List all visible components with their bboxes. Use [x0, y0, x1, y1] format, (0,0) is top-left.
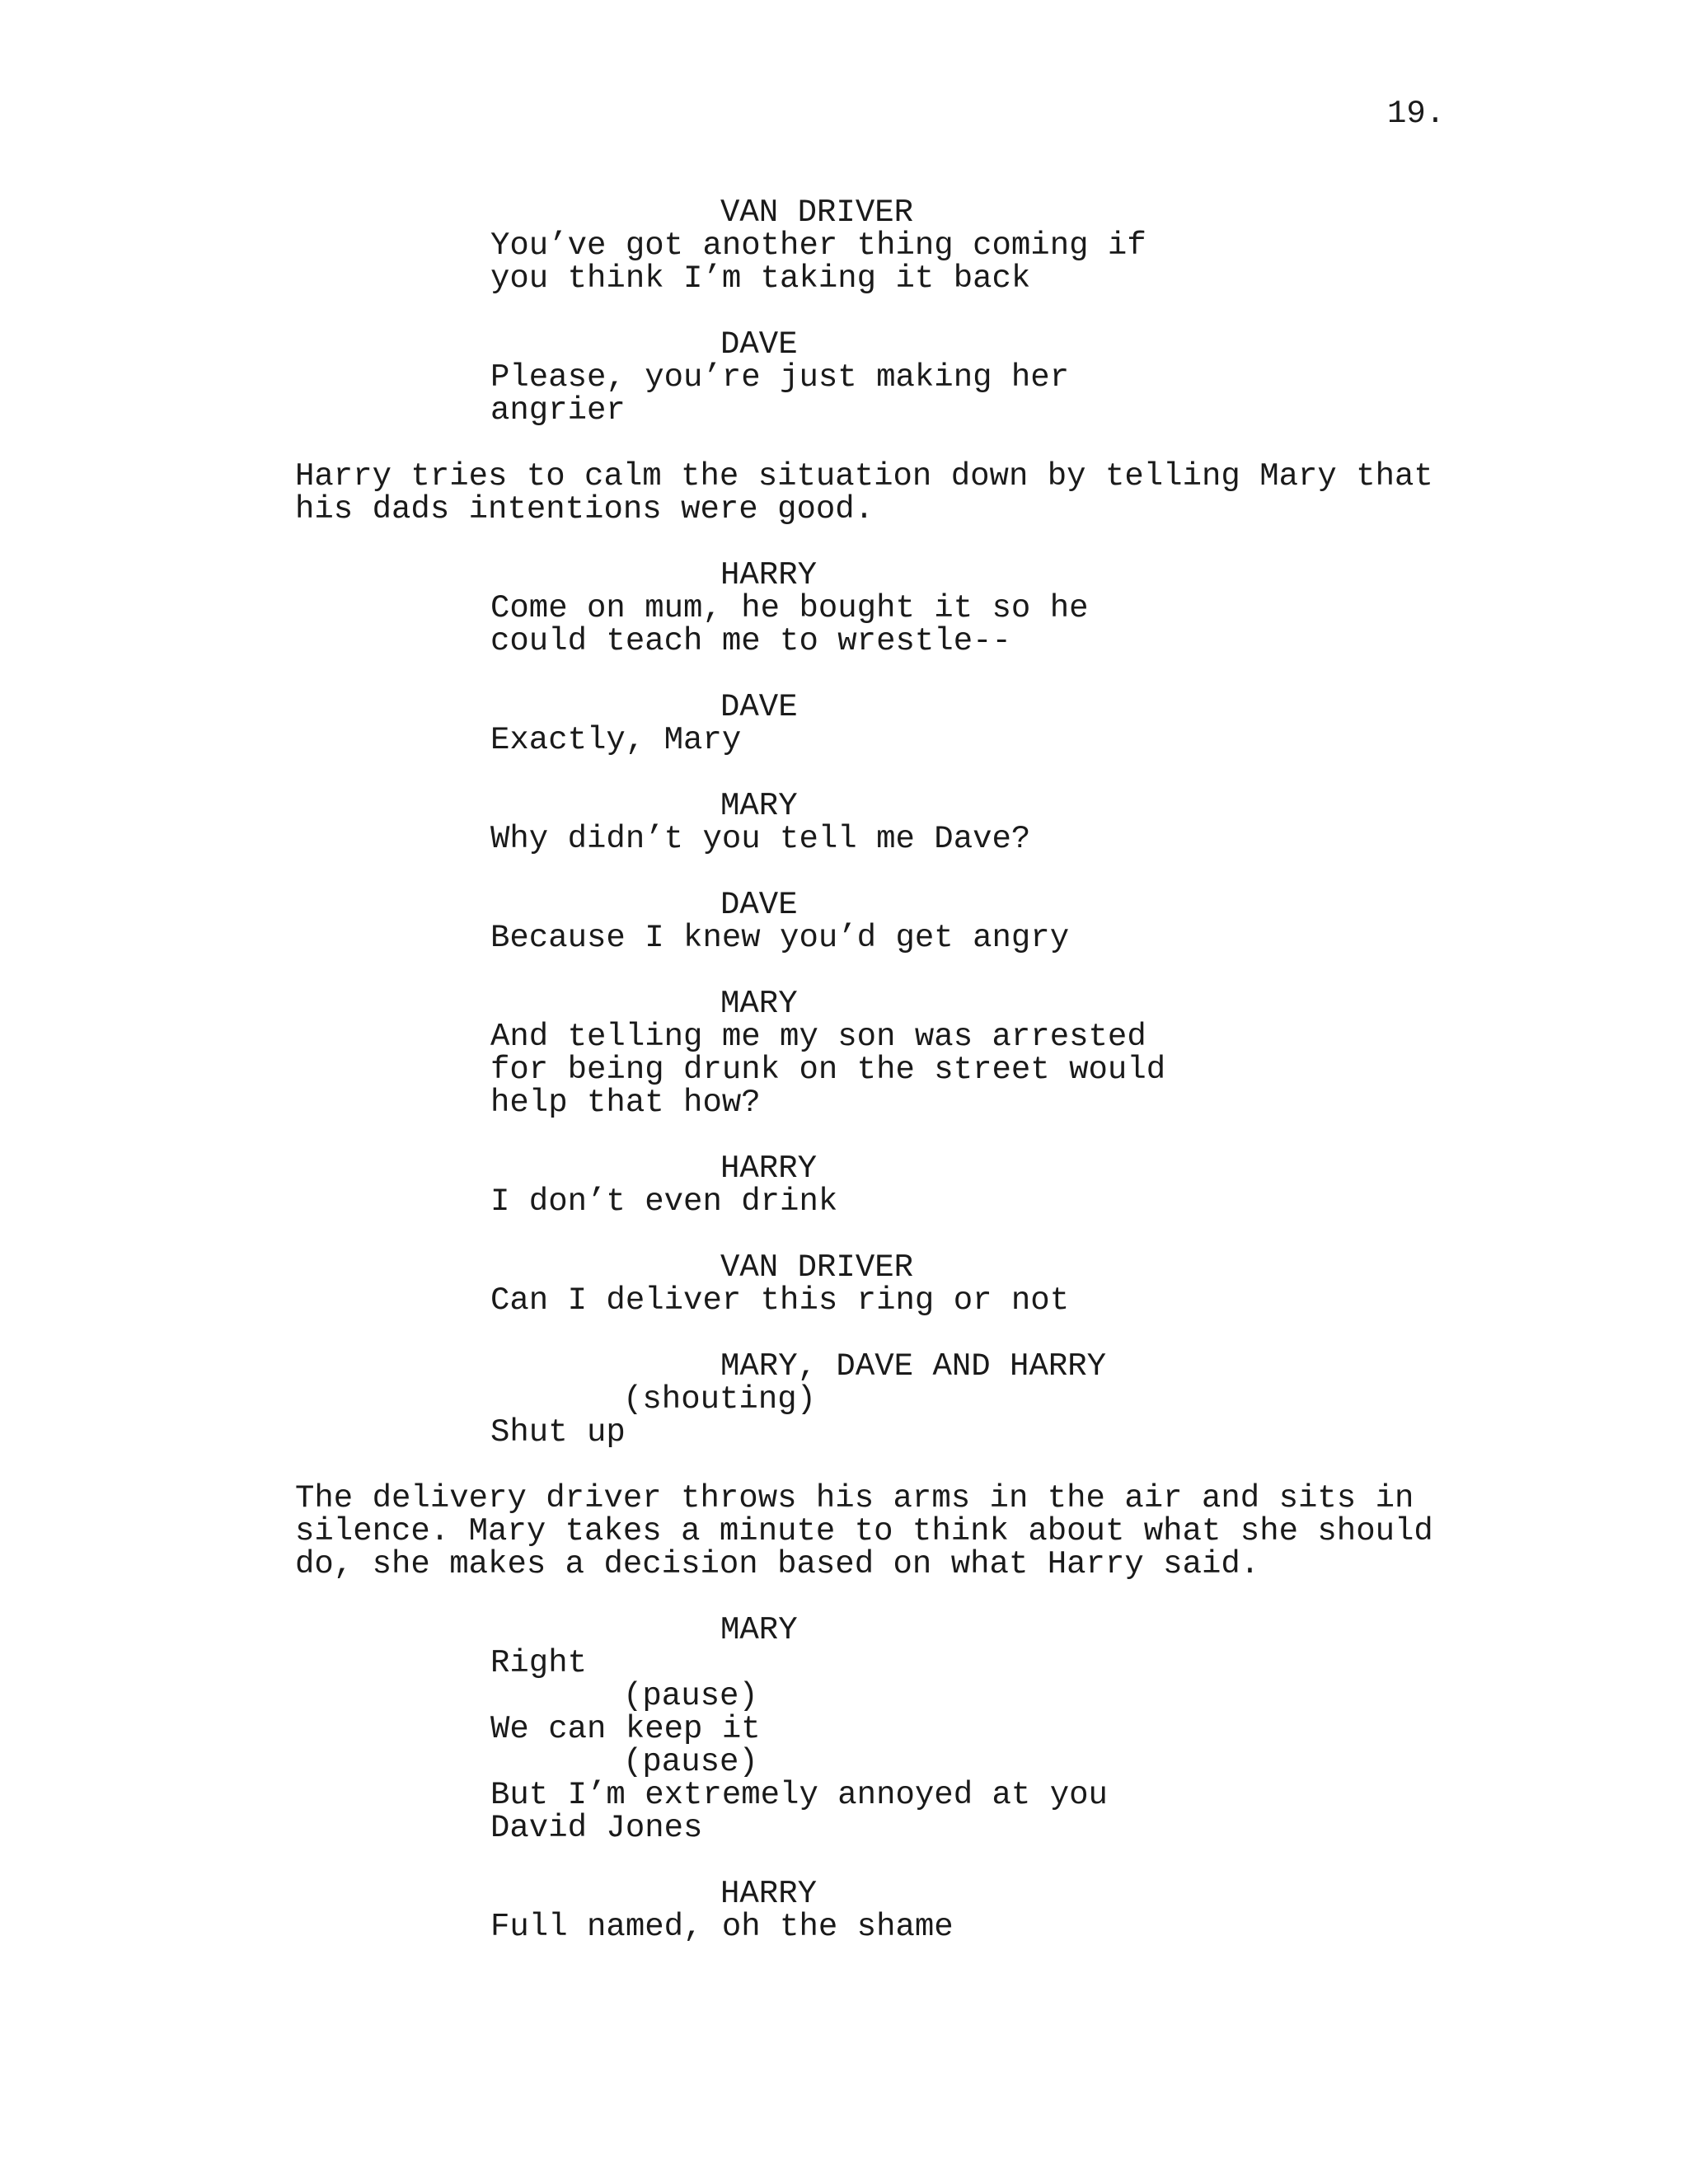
blank-line [0, 1844, 1688, 1877]
blank-line [0, 295, 1688, 328]
blank-line [0, 954, 1688, 987]
blank-line [0, 1119, 1688, 1152]
script-body [0, 196, 1688, 1943]
dialogue-line: We can keep it [490, 1711, 761, 1747]
action-line: Harry tries to calm the situation down by telling Mary that [295, 458, 1433, 494]
action-line: silence. Mary takes a minute to think about what she should [295, 1513, 1433, 1549]
character-name: DAVE [720, 887, 798, 923]
blank-line [0, 855, 1688, 888]
blank-line [0, 1581, 1688, 1614]
action-line: his dads intentions were good. [295, 491, 874, 527]
dialogue-line: Right [490, 1645, 588, 1681]
dialogue-line: Come on mum, he bought it so he [490, 590, 1089, 626]
character-name: DAVE [720, 689, 798, 725]
dialogue-line: Shut up [490, 1414, 626, 1451]
dialogue-line: And telling me my son was arrested [490, 1019, 1146, 1055]
dialogue-line: you think I’m taking it back [490, 260, 1031, 297]
dialogue-line: David Jones [490, 1810, 703, 1846]
parenthetical: (shouting) [623, 1381, 817, 1418]
character-name: MARY, DAVE AND HARRY [720, 1348, 1107, 1385]
character-name: HARRY [720, 1151, 818, 1187]
character-name: DAVE [720, 326, 798, 363]
dialogue-line: for being drunk on the street would [490, 1052, 1166, 1088]
character-name: MARY [720, 986, 798, 1022]
dialogue-line: Please, you’re just making her [490, 359, 1070, 396]
blank-line [0, 427, 1688, 460]
action-line: do, she makes a decision based on what Harry said. [295, 1546, 1260, 1582]
blank-line [0, 1317, 1688, 1350]
dialogue-line: help that how? [490, 1085, 761, 1121]
dialogue-line: Exactly, Mary [490, 722, 742, 758]
blank-line [0, 526, 1688, 559]
blank-line [0, 1449, 1688, 1482]
dialogue-line: Because I knew you’d get angry [490, 920, 1070, 956]
dialogue-line: Can I deliver this ring or not [490, 1282, 1070, 1319]
character-name: HARRY [720, 1876, 818, 1912]
dialogue-line: Full named, oh the shame [490, 1909, 954, 1945]
parenthetical: (pause) [623, 1744, 758, 1780]
action-line: The delivery driver throws his arms in the air and sits in [295, 1480, 1414, 1516]
dialogue-line: could teach me to wrestle-- [490, 623, 1011, 659]
blank-line [0, 757, 1688, 790]
dialogue-line: angrier [490, 392, 626, 429]
page-number: 19. [1387, 96, 1446, 132]
dialogue-line: You’ve got another thing coming if [490, 227, 1146, 264]
dialogue-line: Why didn’t you tell me Dave? [490, 821, 1031, 857]
blank-line [0, 1218, 1688, 1251]
dialogue-line: But I’m extremely annoyed at you [490, 1777, 1108, 1813]
parenthetical: (pause) [623, 1678, 758, 1714]
character-name: HARRY [720, 557, 818, 593]
blank-line [0, 658, 1688, 691]
character-name: VAN DRIVER [720, 1249, 914, 1286]
dialogue-line: I don’t even drink [490, 1183, 838, 1220]
character-name: VAN DRIVER [720, 194, 914, 231]
character-name: MARY [720, 788, 798, 824]
character-name: MARY [720, 1612, 798, 1648]
